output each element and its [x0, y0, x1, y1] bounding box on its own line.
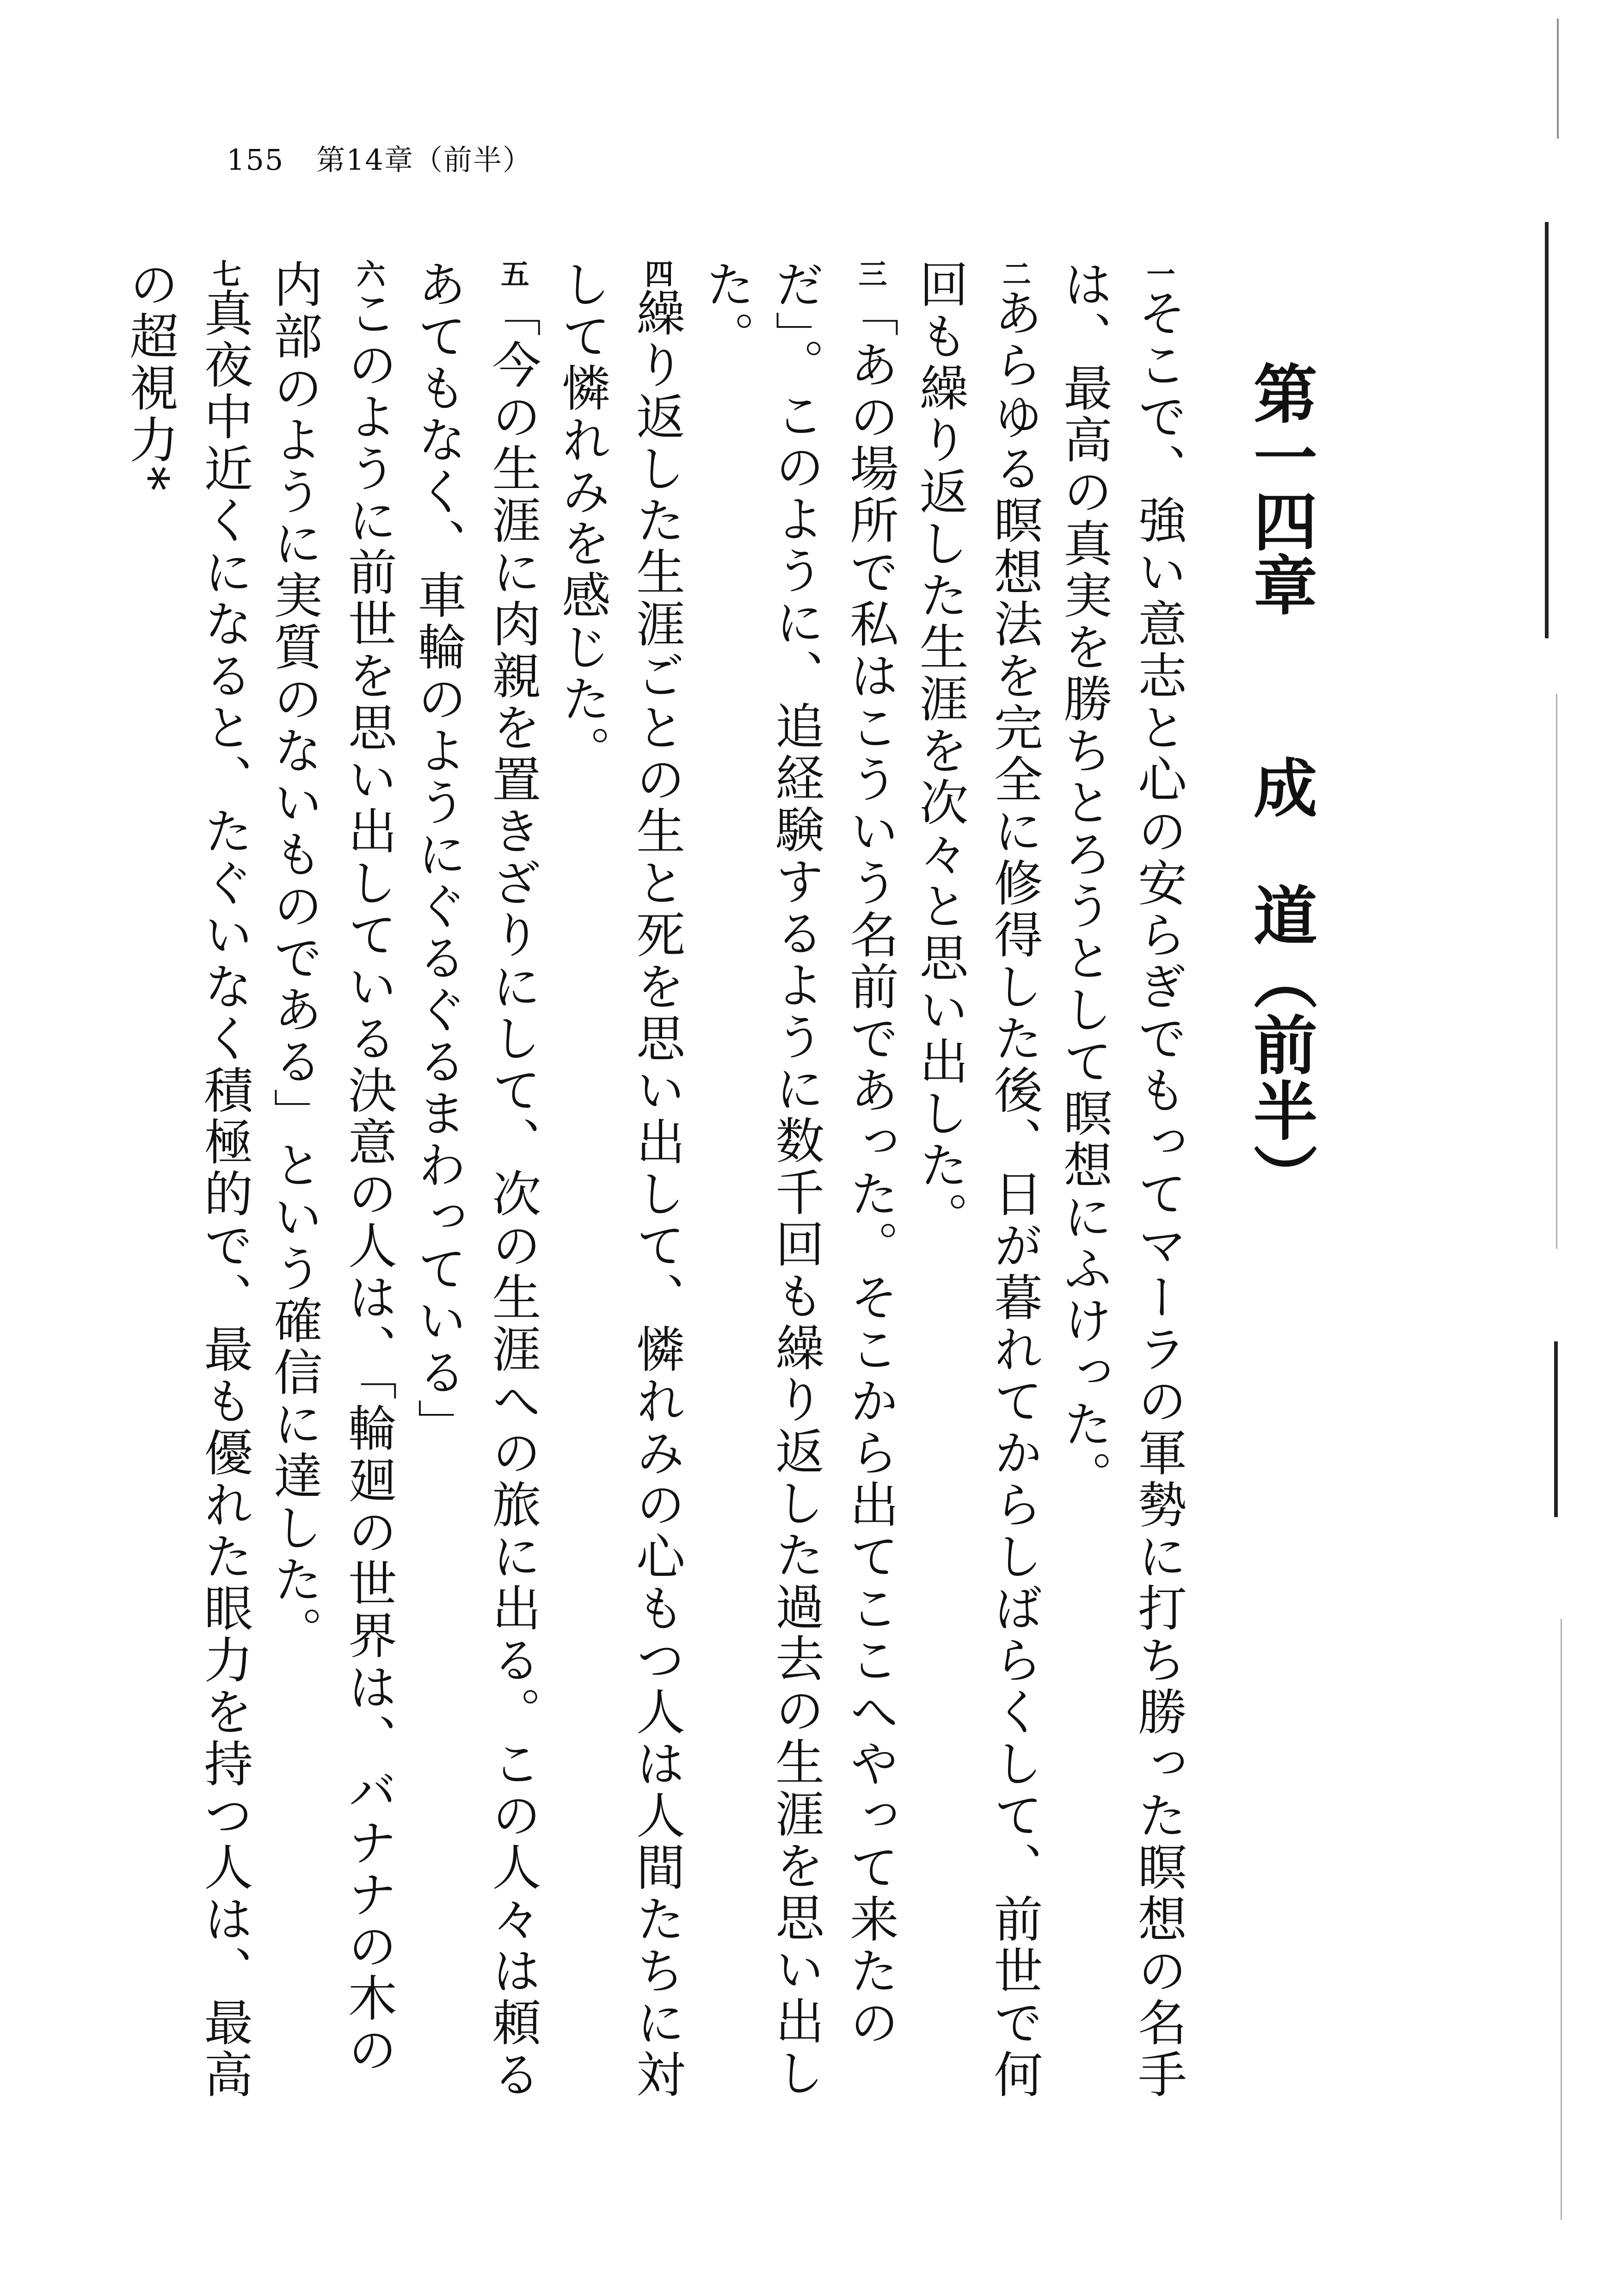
verse-text: そこで、強い意志と心の安らぎでもってマーラの軍勢に打ち勝った瞑想の名手は、最高の真実を勝ちとろうとして瞑想にふけった。 [1056, 259, 1187, 2101]
verse-number: 五 [496, 259, 530, 288]
verse-5 [403, 259, 547, 2109]
scan-line [1545, 222, 1549, 638]
verse-2 [905, 259, 1049, 2109]
verse-3 [691, 259, 905, 2109]
verse-text: 真夜中近くになると、たぐいなく積極的で、最も優れた眼力を持つ人は、最高の超視力* [122, 259, 253, 2101]
verse-number: 二 [997, 259, 1032, 288]
verse-body [115, 259, 1193, 2109]
verse-text: 「あの場所で私はこういう名前であった。そこから出てここへやって来たのだ」。このように、追経験するように数千回も繰り返した過去の生涯を思い出した。 [698, 259, 899, 2099]
scan-line [1557, 19, 1559, 139]
chapter-number: 第一四章 [1243, 361, 1318, 616]
running-title: 第14章（前半） [316, 143, 532, 177]
chapter-title [1243, 361, 1318, 1209]
scan-line [1554, 1341, 1558, 1517]
verse-number: 三 [853, 259, 887, 288]
verse-6 [259, 259, 403, 2109]
scan-line [1556, 694, 1557, 1249]
chapter-name: 成 道 [1243, 755, 1318, 946]
verse-number: 一 [1142, 259, 1175, 288]
verse-text: 繰り返した生涯ごとの生と死を思い出して、憐れみの心もつ人は人間たちに対して憐れみを感じた。 [553, 259, 685, 2101]
page-number: 155 [227, 143, 284, 177]
verse-number: 七 [208, 259, 242, 288]
verse-number: 六 [351, 259, 386, 288]
verse-number: 四 [639, 259, 674, 288]
verse-text: このように前世を思い出している決意の人は、「輪廻の世界は、バナナの木の内部のように実質のないものである」という確信に達した。 [265, 259, 397, 2076]
verse-7 [115, 259, 259, 2109]
verse-text: 「今の生涯に肉親を置きざりにして、次の生涯への旅に出る。この人々は頼るあてもなく、車輪のようにぐるぐるまわっている」 [410, 259, 541, 2101]
scan-line [1561, 1619, 1562, 2220]
verse-text: あらゆる瞑想法を完全に修得した後、日が暮れてからしばらくして、前世で何回も繰り返した生涯を次々と思い出した。 [911, 259, 1043, 2101]
chapter-part: （前半） [1243, 946, 1318, 1209]
running-head [227, 137, 532, 178]
verse-1 [1049, 259, 1193, 2109]
verse-4 [547, 259, 691, 2109]
scan-margin-artifacts [1528, 0, 1621, 2296]
